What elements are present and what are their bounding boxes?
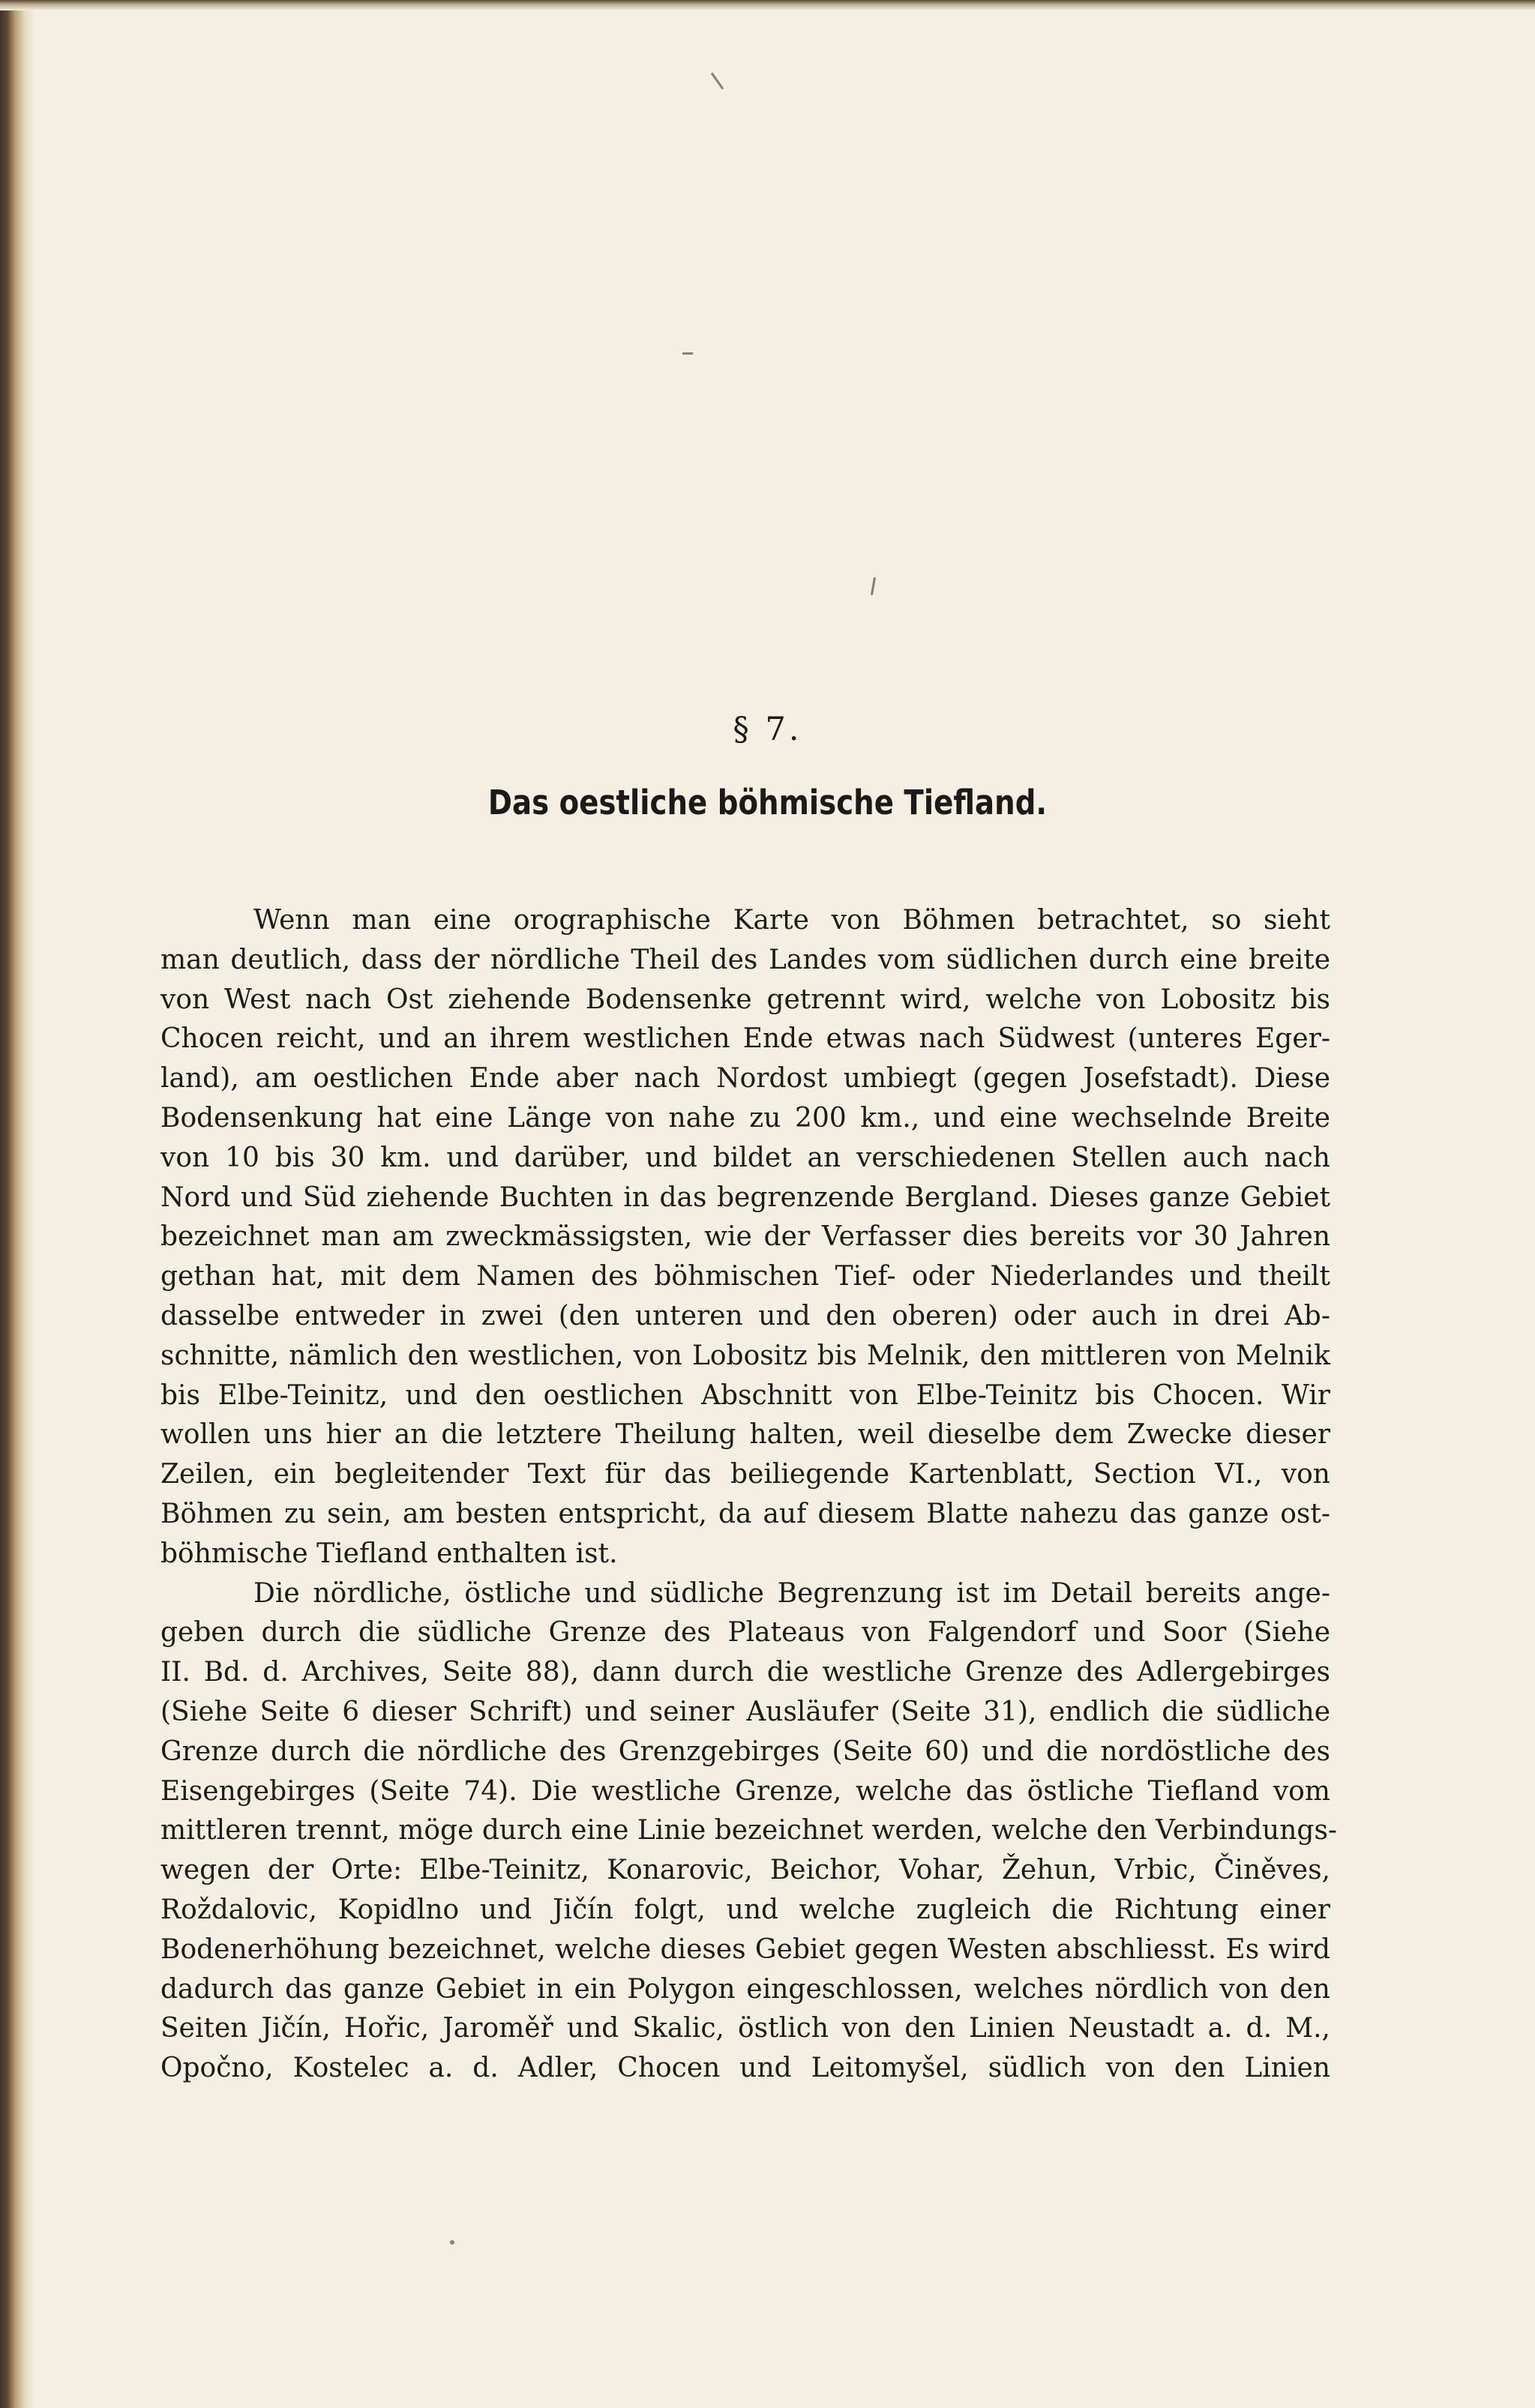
page-top-edge [0, 0, 1535, 10]
text-line: Zeilen, ein begleitender Text für das beiliegende Kartenblatt, Section VI., von [160, 1459, 1330, 1490]
text-line: schnitte, nämlich den westlichen, von Lobositz bis Melnik, den mittleren von Melnik [160, 1340, 1330, 1371]
ink-speck [871, 577, 876, 595]
text-line: Bodensenkung hat eine Länge von nahe zu 200 km., und eine wechselnde Breite [160, 1102, 1330, 1134]
text-line: böhmische Tiefland enthalten ist. [160, 1538, 618, 1569]
body-text [160, 901, 1338, 2089]
text-line: gethan hat, mit dem Namen des böhmischen Tief- oder Niederlandes und theilt [160, 1261, 1330, 1292]
text-line: (Siehe Seite 6 dieser Schrift) und seiner Ausläufer (Seite 31), endlich die südliche [160, 1696, 1330, 1727]
text-line: bis Elbe-Teinitz, und den oestlichen Abschnitt von Elbe-Teinitz bis Chocen. Wir [160, 1379, 1330, 1411]
text-line: wegen der Orte: Elbe-Teinitz, Konarovic, Beichor, Vohar, Žehun, Vrbic, Činěves, [160, 1855, 1330, 1886]
text-line: II. Bd. d. Archives, Seite 88), dann durch die westliche Grenze des Adlergebirges [160, 1657, 1330, 1688]
text-line: Die nördliche, östliche und südliche Begrenzung ist im Detail bereits ange- [253, 1577, 1330, 1609]
text-line: Grenze durch die nördliche des Grenzgebirges (Seite 60) und die nordöstliche des [160, 1736, 1330, 1767]
text-line: bezeichnet man am zweckmässigsten, wie der Verfasser dies bereits vor 30 Jahren [160, 1221, 1330, 1253]
ink-speck [711, 72, 724, 89]
text-line: Bodenerhöhung bezeichnet, welche dieses Gebiet gegen Westen abschliesst. Es wird [160, 1933, 1330, 1965]
text-line: Opočno, Kostelec a. d. Adler, Chocen und Leitomyšel, südlich von den Linien [160, 2053, 1330, 2084]
text-line: Böhmen zu sein, am besten entspricht, da auf diesem Blatte nahezu das ganze ost- [160, 1498, 1330, 1529]
text-line: Seiten Jičín, Hořic, Jaroměř und Skalic, östlich von den Linien Neustadt a. d. M., [160, 2013, 1330, 2044]
text-line: Roždalovic, Kopidlno und Jičín folgt, und welche zugleich die Richtung einer [160, 1894, 1330, 1925]
text-line: land), am oestlichen Ende aber nach Nordost umbiegt (gegen Josefstadt). Diese [160, 1063, 1330, 1095]
text-line: dasselbe entweder in zwei (den unteren und den oberen) oder auch in drei Ab- [160, 1300, 1330, 1331]
text-line: Wenn man eine orographische Karte von Böhmen betrachtet, so sieht [253, 905, 1330, 936]
text-line: man deutlich, dass der nördliche Theil des Landes vom südlichen durch eine breite [160, 944, 1330, 975]
text-line: geben durch die südliche Grenze des Plateaus von Falgendorf und Soor (Siehe [160, 1617, 1330, 1649]
text-line: dadurch das ganze Gebiet in ein Polygon eingeschlossen, welches nördlich von den [160, 1973, 1330, 2005]
text-line: von West nach Ost ziehende Bodensenke getrennt wird, welche von Lobositz bis [160, 984, 1330, 1015]
text-line: Chocen reicht, und an ihrem westlichen Ende etwas nach Südwest (unteres Eger- [160, 1023, 1330, 1055]
text-line: mittleren trennt, möge durch eine Linie bezeichnet werden, welche den Verbindungs- [160, 1815, 1338, 1846]
section-number: § 7. [733, 711, 802, 748]
text-line: Eisengebirges (Seite 74). Die westliche Grenze, welche das östliche Tiefland vom [160, 1775, 1330, 1807]
text-line: von 10 bis 30 km. und darüber, und bildet an verschiedenen Stellen auch nach [160, 1142, 1330, 1173]
paragraph [160, 901, 1330, 1574]
ink-speck [450, 2240, 454, 2245]
text-line: Nord und Süd ziehende Buchten in das begrenzende Bergland. Dieses ganze Gebiet [160, 1182, 1330, 1213]
ink-speck [682, 352, 693, 355]
text-line: wollen uns hier an die letztere Theilung halten, weil dieselbe dem Zwecke dieser [160, 1419, 1330, 1451]
paragraph [160, 1574, 1338, 2089]
section-title: Das oestliche böhmische Tiefland. [487, 783, 1048, 822]
book-binding-edge [0, 0, 36, 2408]
